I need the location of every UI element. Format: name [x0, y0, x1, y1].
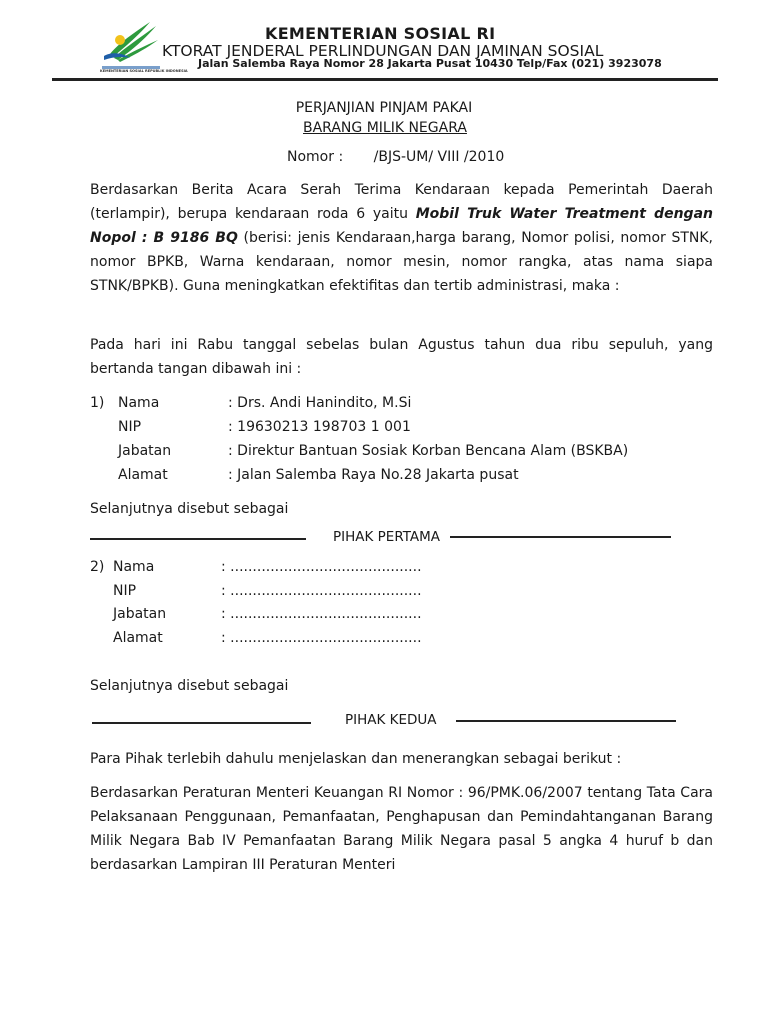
party1-alamat-value: : Jalan Salemba Raya No.28 Jakarta pusat	[228, 467, 519, 483]
party1-nip-value: : 19630213 198703 1 001	[228, 419, 411, 435]
party1-line-left	[90, 538, 306, 540]
document-number	[287, 149, 504, 165]
party2-referred-text: Selanjutnya disebut sebagai	[90, 678, 289, 694]
ministry-address: Jalan Salemba Raya Nomor 28 Jakarta Pusat 10430 Telp/Fax (021) 3923078	[198, 57, 662, 70]
directorate-name: KTORAT JENDERAL PERLINDUNGAN DAN JAMINAN SOSIAL	[162, 42, 604, 60]
ministry-logo	[100, 20, 188, 76]
nomor-label: Nomor :	[287, 149, 344, 165]
party2-name-value: : ...........................................	[221, 559, 422, 575]
party1-role: PIHAK PERTAMA	[333, 529, 441, 545]
vehicle-identifier: Mobil Truk Water Treatment dengan Nopol : B 9186 BQ	[90, 206, 713, 246]
intro-paragraph	[90, 178, 713, 298]
party2-line-left	[92, 722, 311, 724]
nomor-value: /BJS-UM/ VIII /2010	[373, 149, 505, 165]
intro-text-a: Berdasarkan Berita Acara Serah Terima Kendaraan kepada Pemerintah Daerah (terlampir), berupa kendaraan roda 6 yaitu	[90, 182, 713, 222]
party2-number: 2)	[90, 559, 105, 575]
ministry-name: KEMENTERIAN SOSIAL RI	[265, 24, 496, 43]
party1-number: 1)	[90, 395, 105, 411]
explanation-text: Para Pihak terlebih dahulu menjelaskan dan menerangkan sebagai berikut :	[90, 751, 622, 767]
party2-alamat-value: : ...........................................	[221, 630, 422, 646]
party1-line-right	[450, 536, 671, 538]
party2-role: PIHAK KEDUA	[345, 712, 437, 728]
party1-alamat-label: Alamat	[118, 467, 168, 483]
regulation-paragraph	[90, 781, 713, 877]
document-subtitle: BARANG MILIK NEGARA	[303, 120, 467, 136]
party2-nip-value: : ...........................................	[221, 583, 422, 599]
party2-line-right	[456, 720, 676, 722]
party2-name-label: Nama	[113, 559, 155, 575]
party1-jabatan-label: Jabatan	[118, 443, 172, 459]
document-title: PERJANJIAN PINJAM PAKAI	[295, 100, 473, 116]
party2-jabatan-value: : ...........................................	[221, 606, 422, 622]
intro-text-b: (berisi: jenis Kendaraan,harga barang, Nomor polisi, nomor STNK, nomor BPKB, Warna kendaraan, nomor mesin, nomor rangka, atas nama siapa STNK/BPKB). Guna meningkatkan efektifitas dan tertib administrasi, maka :	[90, 230, 713, 294]
date-paragraph	[90, 333, 713, 381]
header-rule	[52, 78, 718, 81]
party2-jabatan-label: Jabatan	[113, 606, 167, 622]
date-text: Pada hari ini Rabu tanggal sebelas bulan Agustus tahun dua ribu sepuluh, yang bertanda tangan dibawah ini :	[90, 337, 713, 377]
regulation-text: Berdasarkan Peraturan Menteri Keuangan RI Nomor : 96/PMK.06/2007 tentang Tata Cara Pelaksanaan Penggunaan, Pemanfaatan, Penghapusan dan Pemindahtanganan Barang Milik Negara Bab IV Pemanfaatan Barang Milik Negara pasal 5 angka 4 huruf b dan berdasarkan Lampiran III Peraturan Menteri	[90, 785, 713, 873]
party1-nip-label: NIP	[118, 419, 142, 435]
party2-nip-label: NIP	[113, 583, 137, 599]
party1-name-value: : Drs. Andi Hanindito, M.Si	[228, 395, 412, 411]
party1-jabatan-value: : Direktur Bantuan Sosiak Korban Bencana Alam (BSKBA)	[228, 443, 629, 459]
explanation-paragraph	[90, 747, 713, 771]
logo-caption: KEMENTERIAN SOSIAL REPUBLIK INDONESIA	[100, 69, 188, 73]
party2-alamat-label: Alamat	[113, 630, 163, 646]
party1-referred-text: Selanjutnya disebut sebagai	[90, 501, 289, 517]
party1-name-label: Nama	[118, 395, 160, 411]
